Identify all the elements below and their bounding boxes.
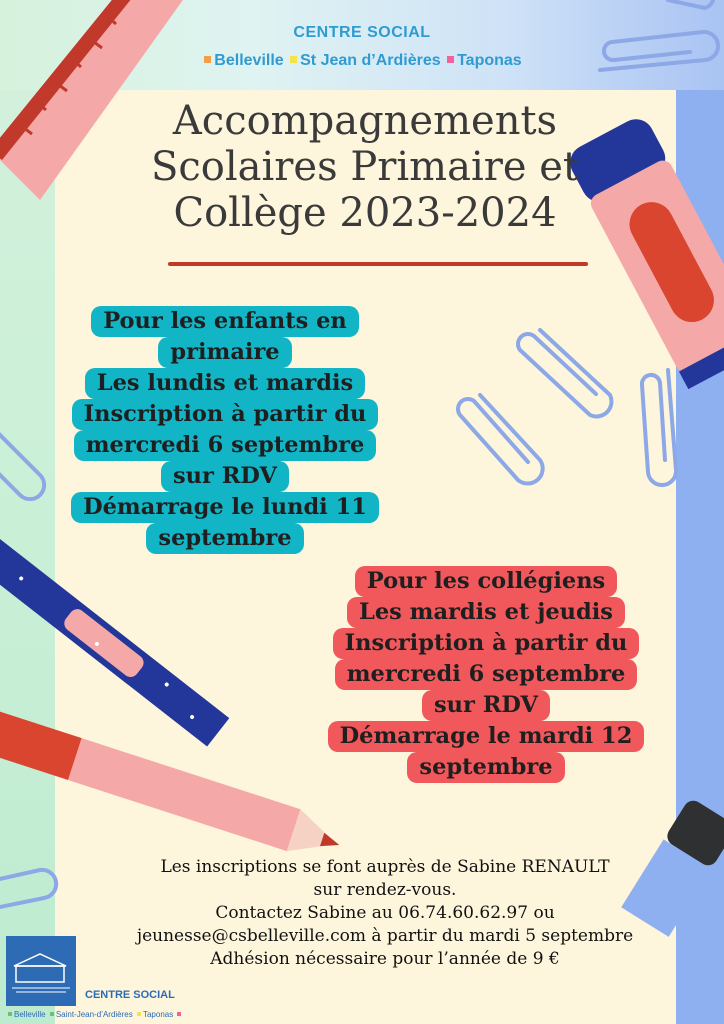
town-square-icon [447,56,454,63]
college-line: Les mardis et jeudis [347,597,625,628]
logo-town-name: Saint-Jean-d’Ardières [55,1010,133,1019]
logo-town-list [6,1010,183,1019]
town-name: Taponas [457,52,522,69]
footer-line: Contactez Sabine au 06.74.60.62.97 ou [215,903,555,923]
logo-town-name: Taponas [142,1010,174,1019]
primary-line: mercredi 6 septembre [74,430,377,461]
college-line: mercredi 6 septembre [335,659,638,690]
brand-name: CENTRE SOCIAL [293,24,431,41]
title-underline [168,262,588,266]
town-square-icon [8,1012,12,1016]
town-square-icon [50,1012,54,1016]
title-line: Collège 2023-2024 [173,190,557,236]
pencil-icon [0,710,346,866]
title-line: Scolaires Primaire et [150,144,579,190]
primary-line: Démarrage le lundi 11 [71,492,379,523]
primary-line: Les lundis et mardis [85,368,365,399]
contact-info [90,856,680,971]
college-line: septembre [407,752,564,783]
town-name: St Jean d’Ardières [300,52,441,69]
town-square-icon [204,56,211,63]
primary-school-box [50,306,400,554]
page-title [60,98,670,236]
college-line: Inscription à partir du [333,628,640,659]
primary-line: Pour les enfants en [91,306,359,337]
town-name: Belleville [214,52,284,69]
pen-icon [0,533,229,746]
primary-line: Inscription à partir du [72,399,379,430]
town-square-icon [137,1012,141,1016]
primary-line: septembre [146,523,303,554]
header [0,24,724,70]
primary-line: sur RDV [161,461,289,492]
centre-social-logo [6,936,76,1006]
college-line: Pour les collégiens [355,566,617,597]
logo-brand-name: CENTRE SOCIAL [85,989,175,1001]
town-square-icon [177,1012,181,1016]
town-list [0,52,724,70]
building-icon [6,936,76,1006]
footer-line: sur rendez-vous. [313,880,457,900]
footer-line: jeunesse@csbelleville.com à partir du mardi 5 septembre [136,926,634,946]
college-line: sur RDV [422,690,550,721]
title-line: Accompagnements [172,98,558,144]
college-box [310,566,662,783]
footer-line: Les inscriptions se font auprès de Sabine RENAULT [160,857,610,877]
logo-town-name: Belleville [14,1010,46,1019]
town-square-icon [290,56,297,63]
footer-line: Adhésion nécessaire pour l’année de 9 € [210,949,560,969]
primary-line: primaire [158,337,291,368]
college-line: Démarrage le mardi 12 [328,721,645,752]
